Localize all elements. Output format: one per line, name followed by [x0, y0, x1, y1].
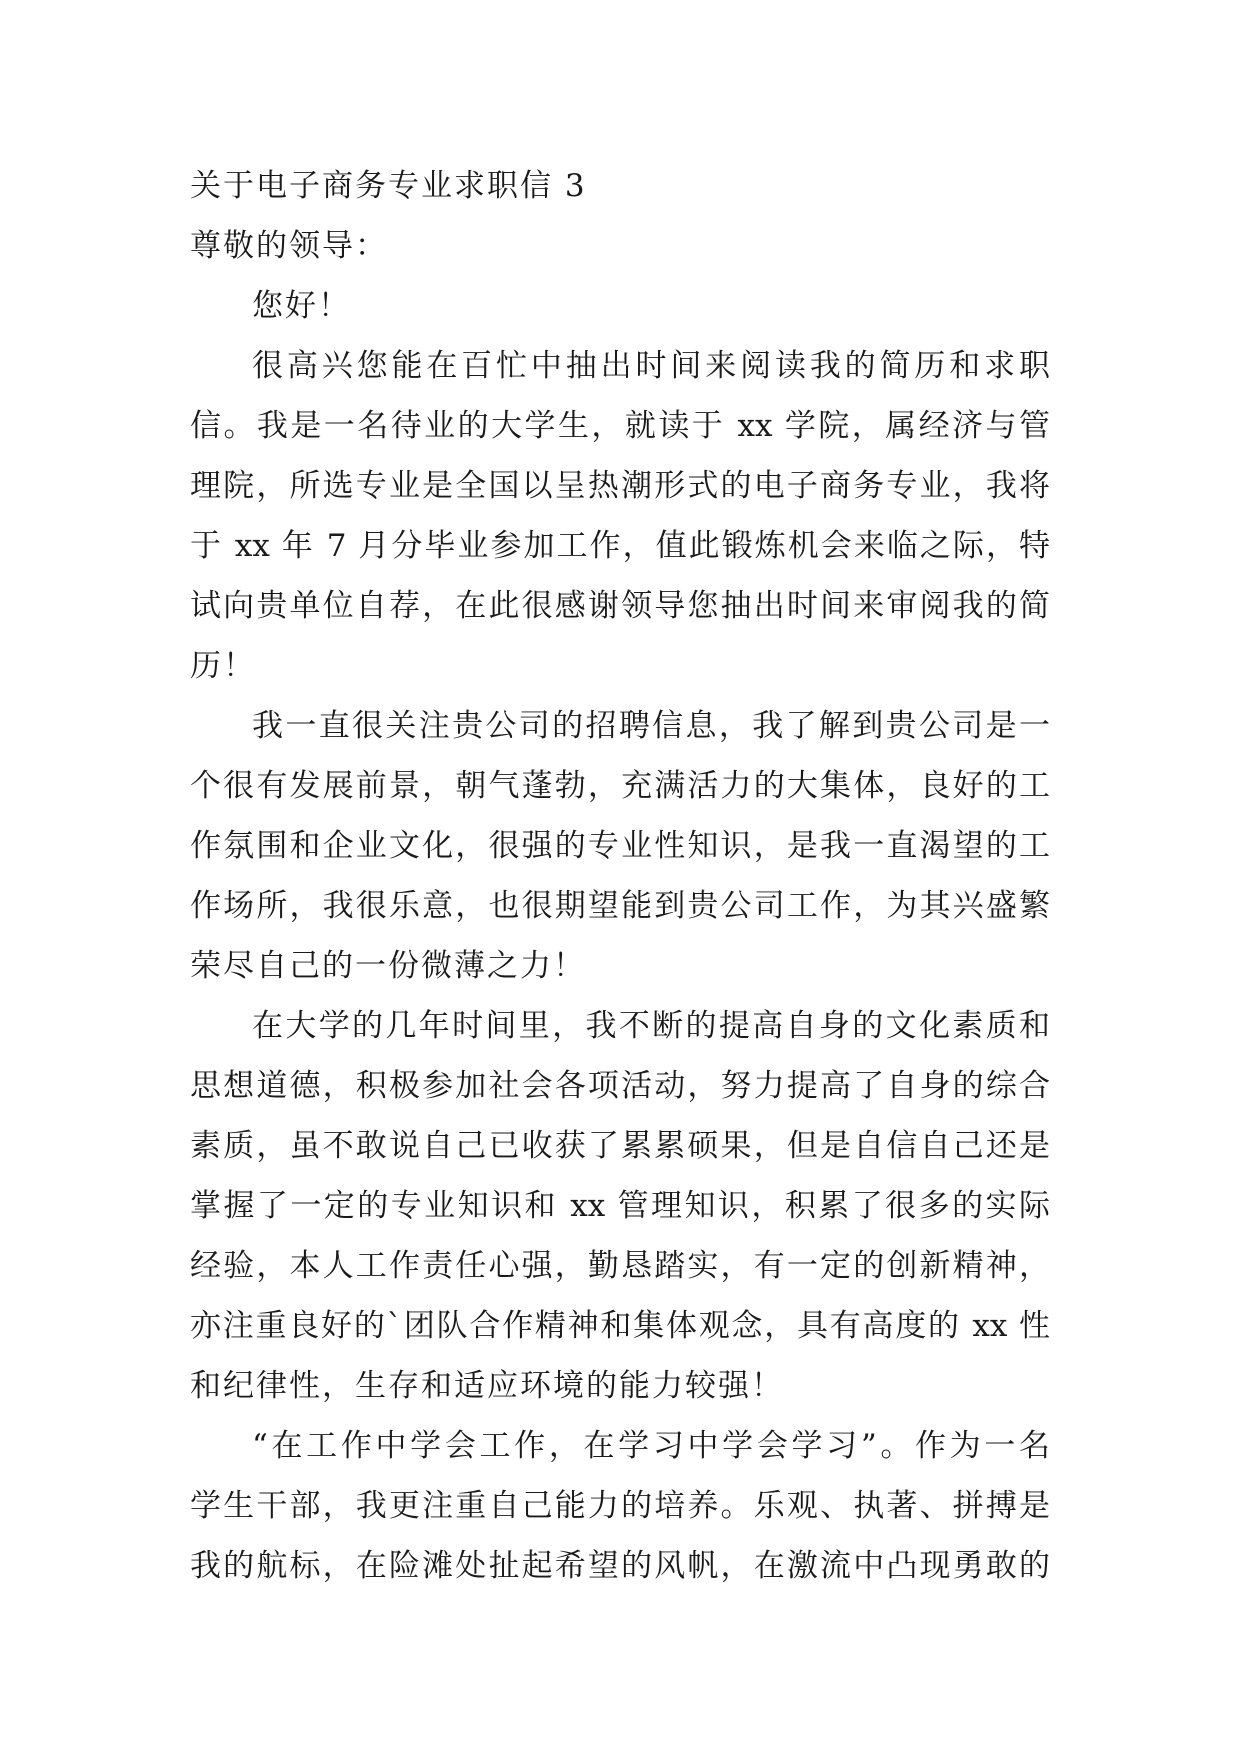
body-line: 思想道德，积极参加社会各项活动，努力提高了自身的综合 [190, 1068, 1050, 1104]
body-line: 亦注重良好的`团队合作精神和集体观念，具有高度的 xx 性 [190, 1308, 1050, 1344]
document-title: 关于电子商务专业求职信 3 [190, 168, 587, 204]
body-line: 个很有发展前景，朝气蓬勃，充满活力的大集体，良好的工 [190, 768, 1050, 804]
body-line: 作场所，我很乐意，也很期望能到贵公司工作，为其兴盛繁 [190, 888, 1050, 924]
body-line: 作氛围和企业文化，很强的专业性知识，是我一直渴望的工 [190, 828, 1050, 864]
salutation: 尊敬的领导： [190, 228, 388, 264]
body-line: 试向贵单位自荐，在此很感谢领导您抽出时间来审阅我的简 [190, 588, 1050, 624]
body-line: 和纪律性，生存和适应环境的能力较强！ [190, 1368, 784, 1404]
body-line: 在大学的几年时间里，我不断的提高自身的文化素质和 [252, 1008, 1050, 1044]
body-line: 历！ [190, 648, 256, 684]
body-line: 我的航标，在险滩处扯起希望的风帆，在激流中凸现勇敢的 [190, 1548, 1050, 1584]
body-line: 掌握了一定的专业知识和 xx 管理知识，积累了很多的实际 [190, 1188, 1050, 1224]
body-line: 荣尽自己的一份微薄之力！ [190, 948, 586, 984]
body-line: 经验，本人工作责任心强，勤恳踏实，有一定的创新精神， [190, 1248, 1050, 1284]
body-line: “在工作中学会工作，在学习中学会学习”。作为一名 [252, 1428, 1050, 1464]
body-line: 学生干部，我更注重自己能力的培养。乐观、执著、拼搏是 [190, 1488, 1050, 1524]
body-line: 素质，虽不敢说自己已收获了累累硕果，但是自信自己还是 [190, 1128, 1050, 1164]
body-line: 理院，所选专业是全国以呈热潮形式的电子商务专业，我将 [190, 468, 1050, 504]
body-line: 信。我是一名待业的大学生，就读于 xx 学院，属经济与管 [190, 408, 1050, 444]
body-line: 于 xx 年 7 月分毕业参加工作，值此锻炼机会来临之际，特 [190, 528, 1050, 564]
body-line: 很高兴您能在百忙中抽出时间来阅读我的简历和求职 [252, 348, 1050, 384]
body-line: 我一直很关注贵公司的招聘信息，我了解到贵公司是一 [252, 708, 1050, 744]
greeting-line: 您好！ [252, 288, 351, 324]
